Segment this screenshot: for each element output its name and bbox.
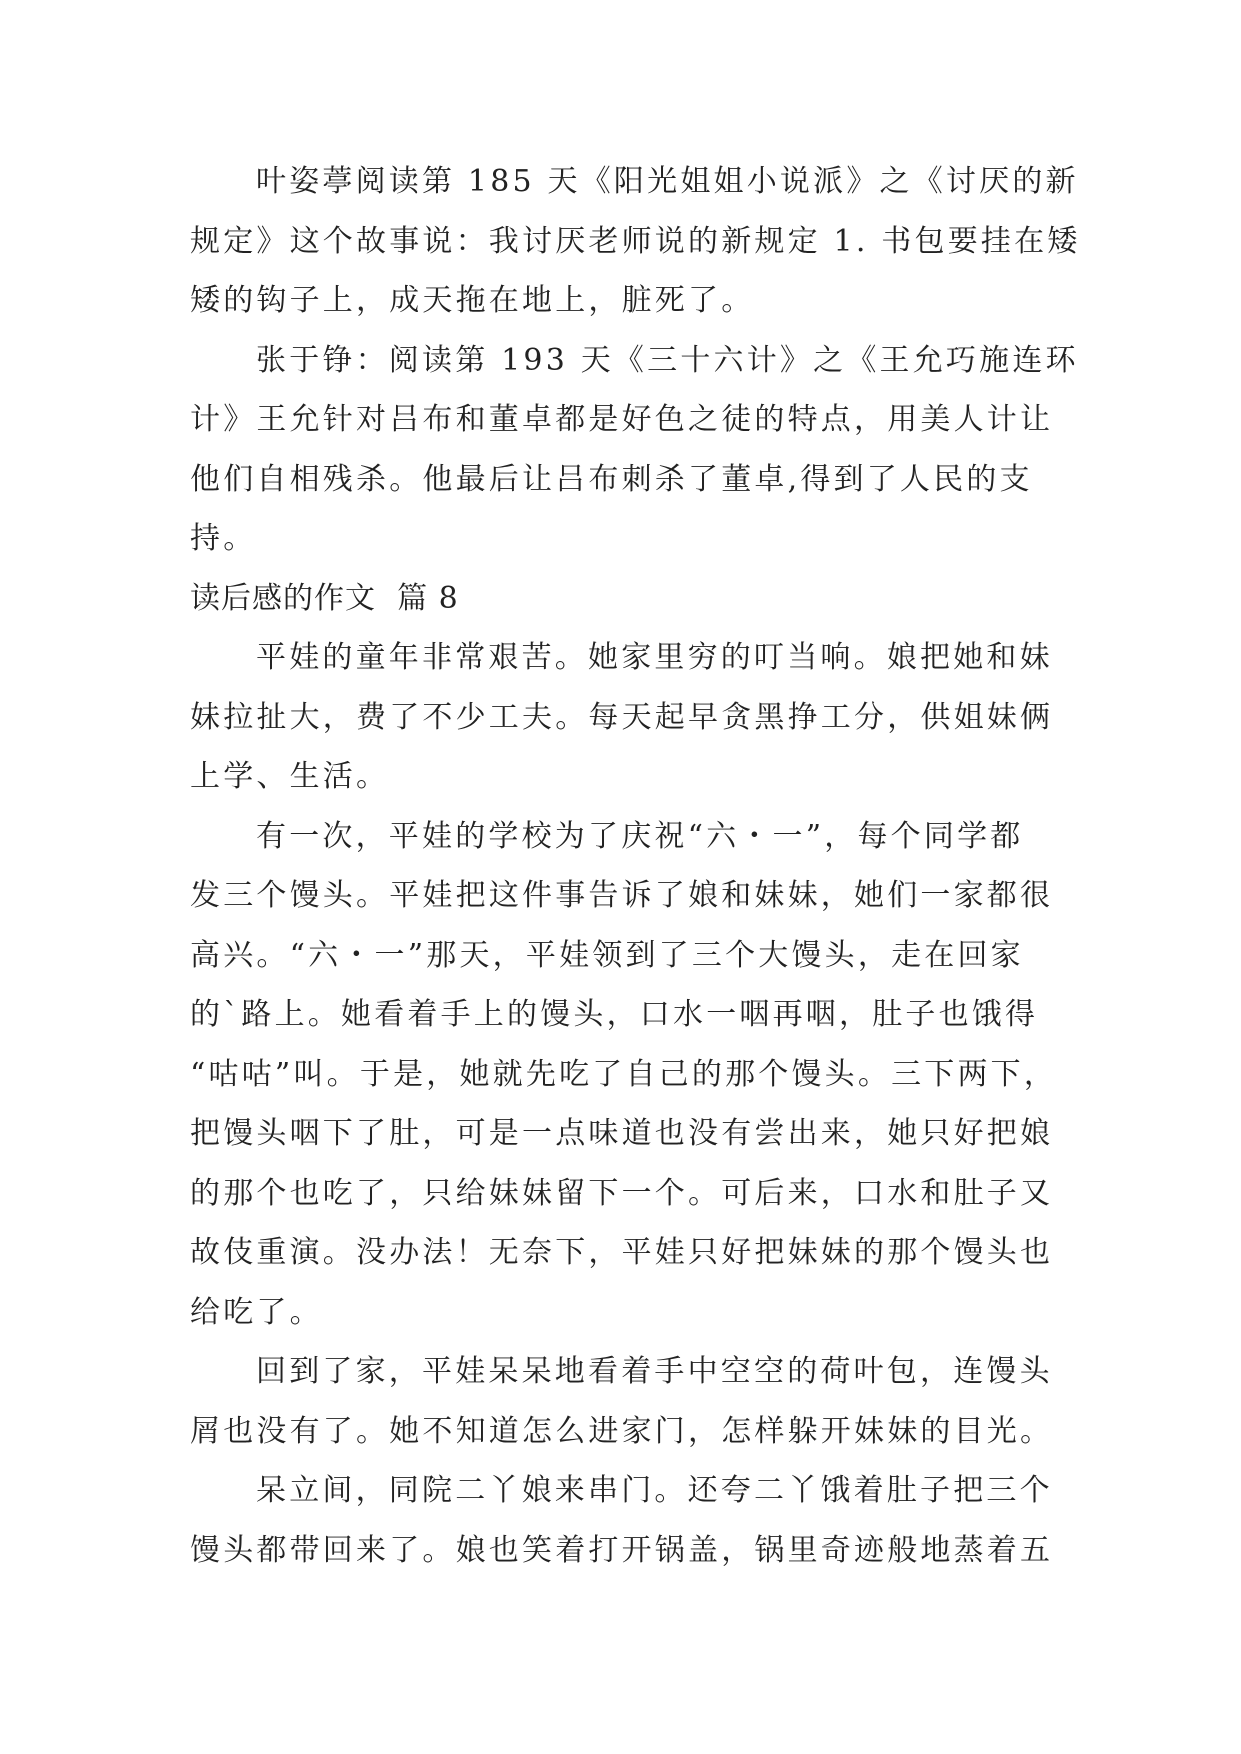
text-line: 高兴。“六・一”那天，平娃领到了三个大馒头，走在回家 (190, 937, 1024, 973)
paragraph-back-home (190, 1342, 1070, 1461)
text-line: 叶姿葶阅读第 185 天《阳光姐姐小说派》之《讨厌的新 (256, 164, 1079, 199)
text-line: 的`路上。她看着手上的馒头，口水一咽再咽，肚子也饿得 (190, 997, 1039, 1032)
text-line: 屑也没有了。她不知道怎么进家门，怎样躲开妹妹的目光。 (190, 1413, 1054, 1449)
paragraph-childhood (190, 628, 1070, 807)
paragraph-steamed-buns (190, 807, 1070, 1343)
paragraph-neighbor-visit (190, 1461, 1070, 1580)
paragraph-ye-zi-ting (190, 152, 1081, 331)
text-line: 发三个馒头。平娃把这件事告诉了娘和妹妹，她们一家都很 (190, 878, 1054, 913)
text-line: 有一次，平娃的学校为了庆祝“六・一”，每个同学都 (256, 818, 1024, 854)
text-line: 故伎重演。没办法！无奈下，平娃只好把妹妹的那个馒头也 (190, 1235, 1054, 1270)
text-line: 平娃的童年非常艰苦。她家里穷的叮当响。娘把她和妹 (256, 640, 1053, 675)
text-line: 矮的钩子上，成天拖在地上，脏死了。 (190, 283, 755, 318)
text-line: 上学、生活。 (190, 759, 390, 794)
text-line: 持。 (190, 521, 257, 556)
text-line: 计》王允针对吕布和董卓都是好色之徒的特点，用美人计让 (190, 402, 1054, 437)
text-line: “咕咕”叫。于是，她就先吃了自己的那个馒头。三下两下， (190, 1056, 1058, 1092)
text-line: 把馒头咽下了肚，可是一点味道也没有尝出来，她只好把娘 (190, 1116, 1054, 1151)
text-line: 的那个也吃了，只给妹妹留下一个。可后来，口水和肚子又 (190, 1175, 1054, 1211)
text-line: 给吃了。 (190, 1294, 323, 1330)
text-line: 妹拉扯大，费了不少工夫。每天起早贪黑挣工分，供姐妹俩 (190, 699, 1054, 735)
text-line: 回到了家，平娃呆呆地看着手中空空的荷叶包，连馒头 (256, 1354, 1053, 1389)
text-line: 张于铮：阅读第 193 天《三十六计》之《王允巧施连环 (256, 342, 1079, 378)
text-line: 馒头都带回来了。娘也笑着打开锅盖，锅里奇迹般地蒸着五 (190, 1532, 1054, 1568)
paragraph-zhang-yu-zheng (190, 331, 1079, 569)
section-heading: 读后感的作文 篇 8 (190, 580, 459, 616)
document-body (190, 152, 1081, 1580)
text-line: 规定》这个故事说：我讨厌老师说的新规定 1. 书包要挂在矮 (190, 223, 1081, 259)
text-line: 呆立间，同院二丫娘来串门。还夸二丫饿着肚子把三个 (256, 1473, 1053, 1508)
text-line: 他们自相残杀。他最后让吕布刺杀了董卓,得到了人民的支 (190, 461, 1033, 497)
